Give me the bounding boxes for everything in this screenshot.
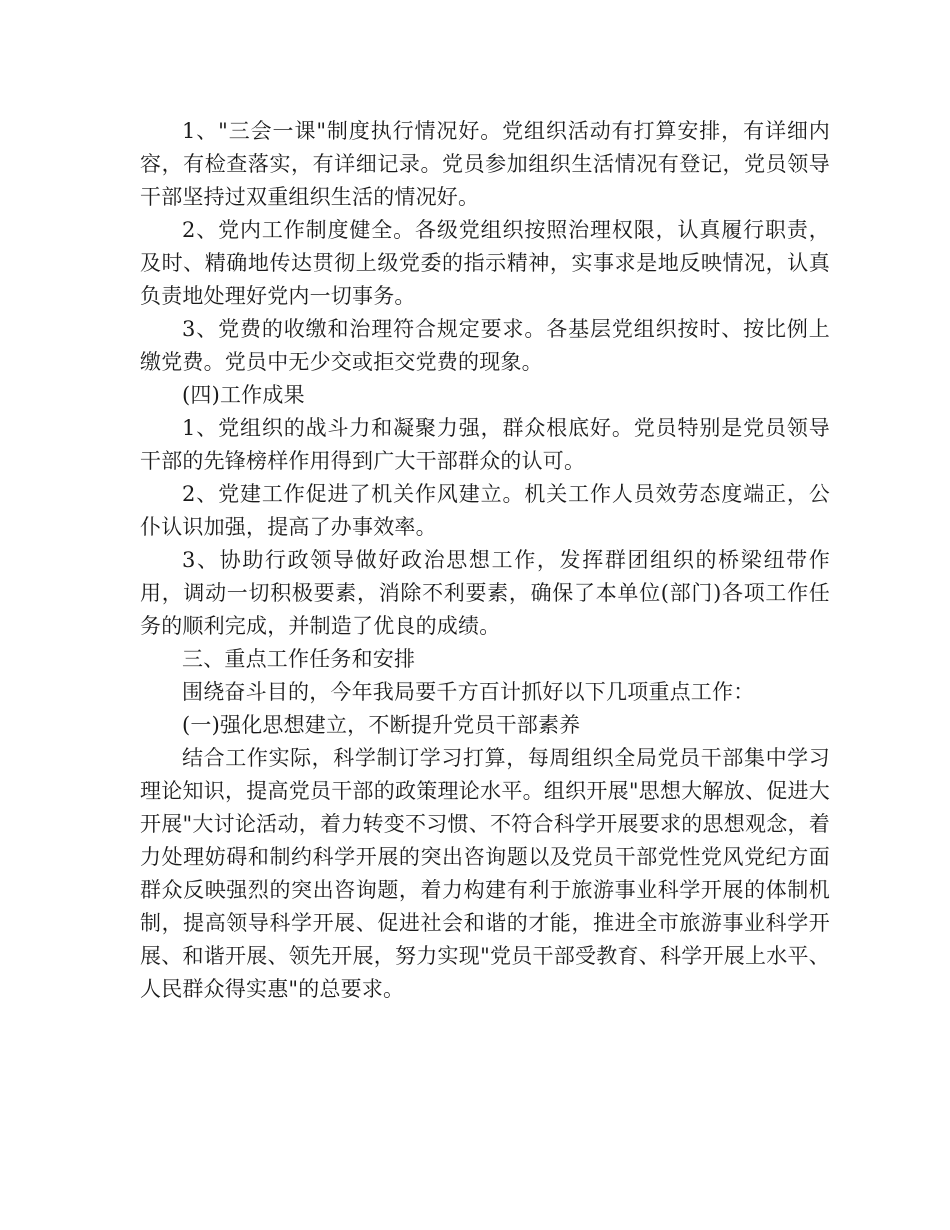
paragraph-rule-three-meetings: 1、"三会一课"制度执行情况好。党组织活动有打算安排，有详细内容，有检查落实，有详细记录。党员参加组织生活情况有登记，党员领导干部坚持过双重组织生活的情况好。	[140, 119, 830, 209]
paragraph-assist-administration: 3、协助行政领导做好政治思想工作，发挥群团组织的桥梁纽带作用，调动一切积极要素，消除不利要素，确保了本单位(部门)各项工作任务的顺利完成，并制造了优良的成绩。	[140, 548, 830, 638]
paragraph-key-tasks-intro: 围绕奋斗目的，今年我局要千方百计抓好以下几项重点工作：	[182, 680, 755, 704]
paragraph-study-plan: 结合工作实际，科学制订学习打算，每周组织全局党员干部集中学习理论知识，提高党员干部的政策理论水平。组织开展"思想大解放、促进大开展"大讨论活动，着力转变不习惯、不符合科学开展要求的思想观念，着力处理妨碍和制约科学开展的突出咨询题以及党员干部党性党风党纪方面群众反映强烈的突出咨询题，着力构建有利于旅游事业科学开展的体制机制，提高领导科学开展、促进社会和谐的才能，推进全市旅游事业科学开展、和谐开展、领先开展，努力实现"党员干部受教育、科学开展上水平、人民群众得实惠"的总要求。	[140, 746, 830, 1001]
paragraph-work-style: 2、党建工作促进了机关作风建立。机关工作人员效劳态度端正，公仆认识加强，提高了办事效率。	[140, 482, 830, 539]
paragraph-party-work-system: 2、党内工作制度健全。各级党组织按照治理权限，认真履行职责，及时、精确地传达贯彻上级党委的指示精神，实事求是地反映情况，认真负责地处理好党内一切事务。	[140, 218, 830, 308]
subsection-heading-ideological-building: (一)强化思想建立，不断提升党员干部素养	[182, 713, 581, 737]
section-heading-key-tasks: 三、重点工作任务和安排	[182, 647, 416, 671]
document-body	[140, 115, 830, 1006]
section-heading-work-results: (四)工作成果	[182, 383, 305, 407]
paragraph-party-dues: 3、党费的收缴和治理符合规定要求。各基层党组织按时、按比例上缴党费。党员中无少交或拒交党费的现象。	[140, 317, 830, 374]
paragraph-fighting-strength: 1、党组织的战斗力和凝聚力强，群众根底好。党员特别是党员领导干部的先锋榜样作用得到广大干部群众的认可。	[140, 416, 830, 473]
